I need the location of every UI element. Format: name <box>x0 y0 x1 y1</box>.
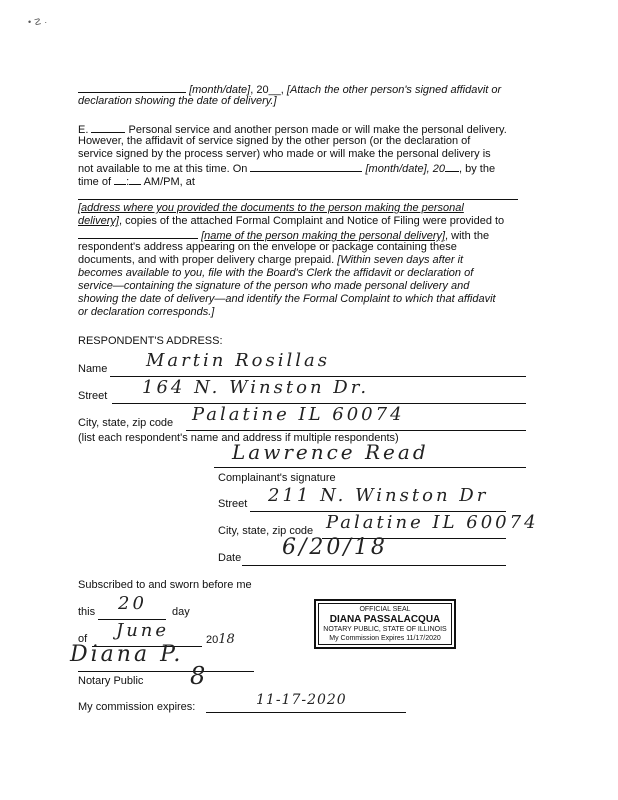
section-e-line9: respondent's address appearing on the envelope or package containing these <box>78 241 457 253</box>
instruction-2: becomes available to you, file with the Board's Clerk the affidavit or declaration of <box>78 267 474 279</box>
ampm-label: AM/PM, at <box>143 176 195 188</box>
sworn-text: Subscribed to and sworn before me <box>78 579 252 591</box>
instruction-4: showing the date of delivery—and identify the Formal Complaint to which that affidavit <box>78 293 496 305</box>
section-e-text: Personal service and another person made or will make the personal delivery. <box>128 124 507 136</box>
instruction-3: service—containing the signature of the person who made personal delivery and <box>78 280 470 292</box>
respondent-city-value: Palatine IL 60074 <box>192 404 405 425</box>
respondent-street-value: 164 N. Winston Dr. <box>142 377 370 398</box>
attach-instruction: [Attach the other person's signed affidavit or <box>286 84 502 96</box>
year-prefix: 20 <box>206 634 219 646</box>
month-date-label: [month/date] <box>189 84 251 96</box>
notary-signature: Diana P. <box>70 642 184 667</box>
complainant-street-label: Street <box>218 498 248 510</box>
seal-name: DIANA PASSALACQUA <box>329 614 441 625</box>
day-value: 20 <box>118 593 147 614</box>
complainant-date-label: Date <box>218 552 242 564</box>
year-label: , 20__, <box>250 84 284 96</box>
section-e-line7 <box>78 215 504 228</box>
name-instruction: [name of the person making the personal delivery] <box>201 230 446 242</box>
seal-line2: My Commission Expires 11/17/2020 <box>329 635 441 642</box>
section-e-line10 <box>78 254 463 267</box>
complainant-date-value: 6/20/18 <box>282 535 388 560</box>
scan-mark: • ☡ · <box>28 17 48 27</box>
month-date-label-2: [month/date], 20 <box>365 163 445 175</box>
by-the-label: , by the <box>459 163 496 175</box>
copies-text: , copies of the attached Formal Complaint and Notice of Filing were provided to <box>118 215 505 227</box>
notary-signature-field[interactable] <box>78 671 254 672</box>
delivery-label: delivery] <box>78 215 119 227</box>
seal-inner-border <box>318 603 452 645</box>
section-e-line5 <box>78 174 195 189</box>
commission-label: My commission expires: <box>78 701 196 713</box>
respondent-note: (list each respondent's name and address if multiple respondents) <box>78 432 399 444</box>
complainant-signature-field[interactable] <box>214 467 526 468</box>
time-minute-field[interactable] <box>129 174 141 185</box>
section-e-line2: However, the affidavit of service signed by the other person (or the declaration of <box>78 135 471 147</box>
section-e-line3: service signed by the process server) who made or will make the personal delivery is <box>78 148 491 160</box>
year-value: 18 <box>218 632 235 647</box>
time-hour-field[interactable] <box>114 174 126 185</box>
respondent-city-label: City, state, zip code <box>78 417 174 429</box>
respondent-name-value: Martin Rosillas <box>146 350 330 371</box>
complainant-signature: Lawrence Read <box>232 440 429 464</box>
notary-mark: 8 <box>190 662 209 690</box>
section-e-checkbox-line[interactable] <box>91 122 125 133</box>
section-e-label: E. <box>78 124 89 136</box>
commission-value: 11-17-2020 <box>256 692 347 708</box>
complainant-date-field[interactable] <box>242 565 506 566</box>
year-field <box>206 633 235 647</box>
delivery-person-field[interactable] <box>78 228 198 239</box>
complainant-street-value: 211 N. Winston Dr <box>268 485 489 506</box>
instruction-5: or declaration corresponds.] <box>78 306 215 318</box>
respondent-street-label: Street <box>78 390 108 402</box>
of-label: of <box>78 633 88 645</box>
on-label: not available to me at this time. On <box>78 163 248 175</box>
respondent-name-label: Name <box>78 363 108 375</box>
seal-line1: NOTARY PUBLIC, STATE OF ILLINOIS <box>323 626 447 633</box>
address-instruction: [address where you provided the documents to the person making the personal <box>78 202 464 214</box>
commission-field[interactable] <box>206 712 406 713</box>
attach-instruction-2: declaration showing the date of delivery.] <box>78 95 277 107</box>
complainant-city-label: City, state, zip code <box>218 525 314 537</box>
with-the-label: , with the <box>445 230 490 242</box>
instruction-1: [Within seven days after it <box>337 254 464 266</box>
complainant-city-value: Palatine IL 60074 <box>326 512 539 533</box>
time-of-label: time of <box>78 176 112 188</box>
this-label: this <box>78 606 96 618</box>
month-value: June <box>116 620 170 641</box>
day-label: day <box>172 606 190 618</box>
official-seal <box>314 599 456 649</box>
address-field-line[interactable] <box>78 199 518 200</box>
complainant-signature-label: Complainant's signature <box>218 472 336 484</box>
respondent-heading: RESPONDENT'S ADDRESS: <box>78 335 223 347</box>
on-date-field[interactable] <box>250 161 362 172</box>
time-colon: : <box>126 176 130 188</box>
seal-title: OFFICIAL SEAL <box>359 606 411 613</box>
notary-public-label: Notary Public <box>78 675 144 687</box>
prepaid-text: documents, and with proper delivery charge prepaid. <box>78 254 335 266</box>
respondent-city-field[interactable] <box>186 430 526 431</box>
